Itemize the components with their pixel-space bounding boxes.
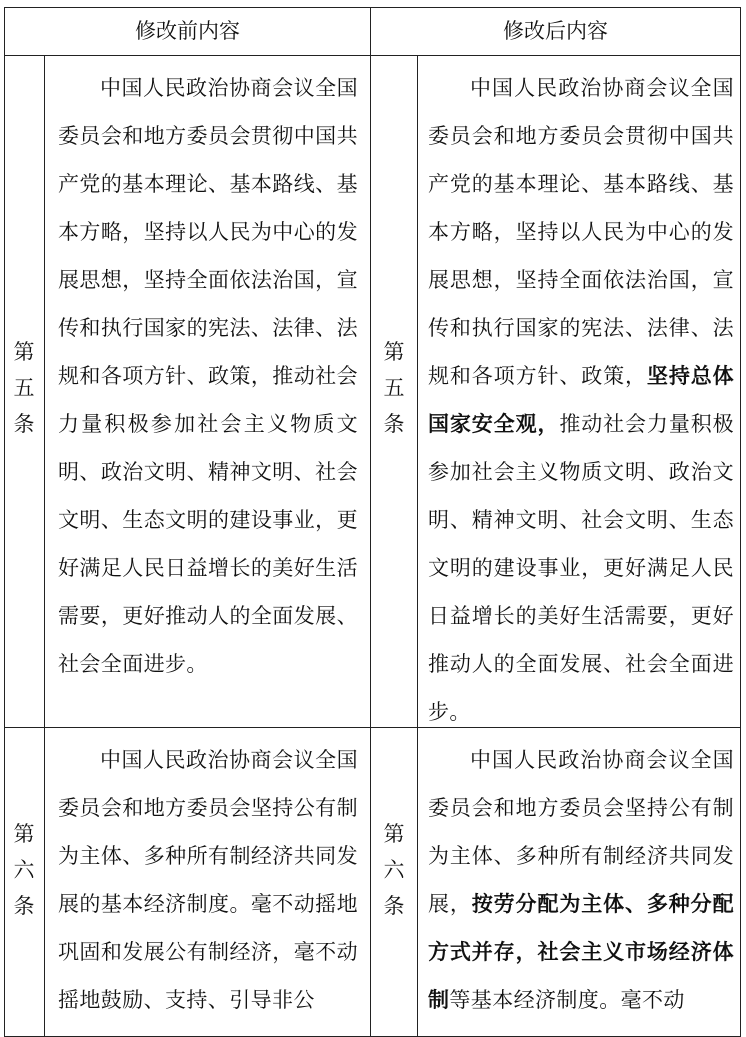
comparison-table xyxy=(4,7,741,1037)
left-article-divider xyxy=(44,55,45,1036)
article-6-after-text xyxy=(428,736,734,1032)
article-char: 条 xyxy=(13,412,35,436)
article-char: 条 xyxy=(383,412,405,436)
article-6-before-text: 中国人民政治协商会议全国委员会和地方委员会坚持公有制为主体、多种所有制经济共同发展的基本经济制度。毫不动摇地巩固和发展公有制经济，毫不动摇地鼓励、支持、引导非公 xyxy=(58,748,358,1012)
header-after: 修改后内容 xyxy=(503,19,608,43)
article-char: 第 xyxy=(13,822,35,846)
article-char: 六 xyxy=(13,858,35,882)
article-char: 第 xyxy=(383,340,405,364)
after-text-part: 等基本经济制度。毫不动 xyxy=(449,988,685,1012)
article-label-before-6 xyxy=(5,816,43,924)
added-text-highlight: 坚持总体国家安全观， xyxy=(428,364,734,436)
header-before: 修改前内容 xyxy=(135,19,240,43)
article-char: 第 xyxy=(383,822,405,846)
article-char: 第 xyxy=(13,340,35,364)
after-text-part: 推动社会力量积极参加社会主义物质文明、政治文明、精神文明、社会文明、生态文明的建设事业，更好满足人民日益增长的美好生活需要，更好推动人的全面发展、社会全面进步。 xyxy=(428,412,734,724)
article-char: 五 xyxy=(383,376,405,400)
added-text-highlight: 按劳分配为主体、多种分配方式并存，社会主义市场经济体制 xyxy=(428,892,734,1012)
article-label-after-6 xyxy=(371,816,417,924)
right-article-divider xyxy=(417,55,418,1036)
article-5-after-text xyxy=(428,64,734,728)
article-char: 五 xyxy=(13,376,35,400)
header-divider xyxy=(5,55,740,56)
article-char: 条 xyxy=(383,894,405,918)
article-5-before-text: 中国人民政治协商会议全国委员会和地方委员会贯彻中国共产党的基本理论、基本路线、基本方略，坚持以人民为中心的发展思想，坚持全面依法治国，宣传和执行国家的宪法、法律、法规和各项方针、政策，推动社会力量积极参加社会主义物质文明、政治文明、精神文明、社会文明、生态文明的建设事业，更好满足人民日益增长的美好生活需要，更好推动人的全面发展、社会全面进步。 xyxy=(58,76,358,676)
after-text-part: 中国人民政治协商会议全国委员会和地方委员会贯彻中国共产党的基本理论、基本路线、基本方略，坚持以人民为中心的发展思想，坚持全面依法治国，宣传和执行国家的宪法、法律、法规和各项方针、政策， xyxy=(428,76,734,388)
article-label-after-5 xyxy=(371,334,417,442)
article-label-before-5 xyxy=(5,334,43,442)
article-char: 条 xyxy=(13,894,35,918)
after-text-part: 中国人民政治协商会议全国委员会和地方委员会坚持公有制为主体、多种所有制经济共同发展， xyxy=(428,748,734,916)
article-char: 六 xyxy=(383,858,405,882)
